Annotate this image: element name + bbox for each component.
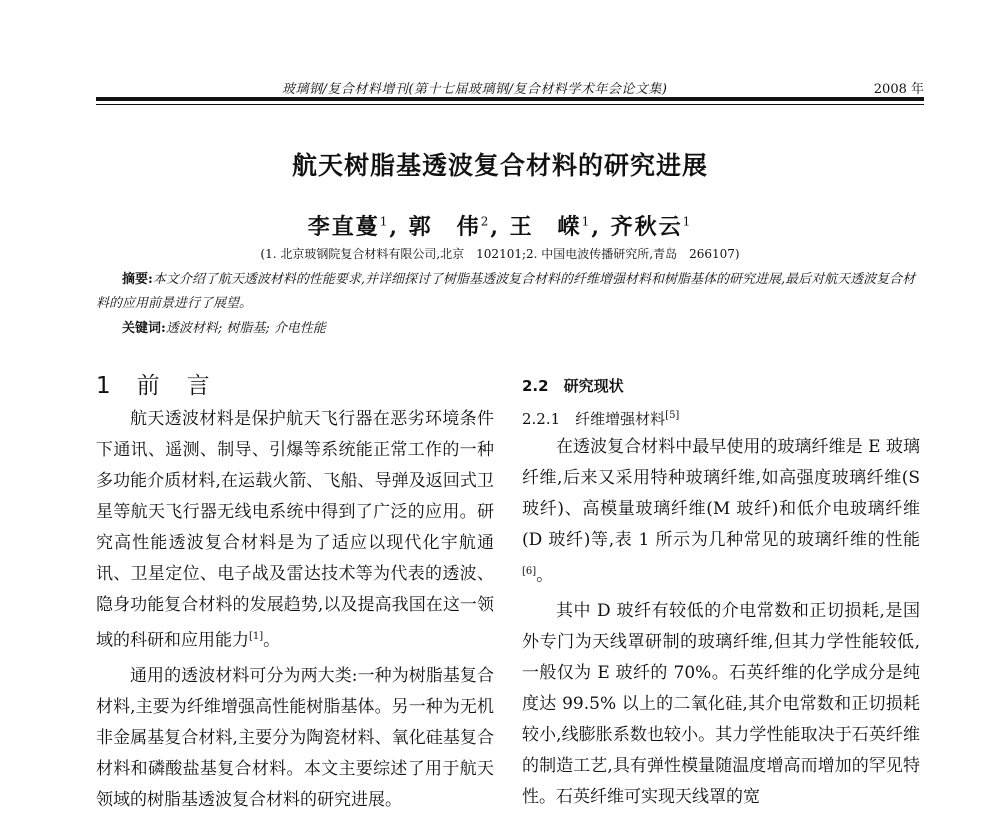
author-name: 王 嵘 <box>509 214 582 240</box>
author-list: 李直蔓$^1$, 郭 伟$^2$, 王 嵘$^1$, 齐秋云$^1$ <box>307 214 693 240</box>
paragraph-text: 航天透波材料是保护航天飞行器在恶劣环境条件下通讯、遥测、制导、引爆等系统能正常工作的一种多功能介质材料,在运载火箭、飞船、导弹及返回式卫星等航天飞行器无线电系统中得到了广泛的应用。研究高性能透波复合材料是为了适应以现代化宇航通讯、卫星定位、电子战及雷达技术等为代表的透波、隐身功能复合材料的发展趋势,以及提高我国在这一领域的科研和应用能力 <box>96 409 494 651</box>
subsection-heading: 2.2 研究现状 <box>522 377 624 395</box>
affiliation-line: (1. 北京玻钢院复合材料有限公司,北京 102101;2. 中国电波传播研究所,青岛 266107) <box>260 247 740 261</box>
header-rule-thick <box>96 97 924 101</box>
paragraph-end: 。 <box>263 630 281 651</box>
paragraph-text: 在透波复合材料中最早使用的玻璃纤维是 E 玻璃纤维,后来又采用特种玻璃纤维,如高强度玻璃纤维(S 玻纤)、高模量玻璃纤维(M 玻纤)和低介电玻璃纤维(D 玻纤)等,表 1 所示为几种常见的玻璃纤维的性能 <box>522 437 920 550</box>
paragraph-text: 其中 D 玻纤有较低的介电常数和正切损耗,是国外专门为天线罩研制的玻璃纤维,但其力学性能较低,一般仅为 E 玻纤的 70%。石英纤维的化学成分是纯度达 99.5% 以上的二氧化硅,其介电常数和正切损耗较小,线膨胀系数也较小。其力学性能取决于石英纤维的制造工艺,具有弹性模量随温度增高而增加的罕见特性。石英纤维可实现天线罩的宽 <box>522 600 920 807</box>
body-paragraph <box>96 404 494 657</box>
body-paragraph <box>96 661 494 816</box>
keywords-text: 透波材料; 树脂基; 介电性能 <box>165 321 326 336</box>
abstract-label: 摘要: <box>122 272 153 287</box>
paragraph-end: 。 <box>536 565 554 586</box>
citation-ref: [5] <box>665 410 680 421</box>
citation-ref: [6] <box>522 566 537 577</box>
author-affiliation-mark: 1 <box>682 214 693 229</box>
paragraph-text: 通用的透波材料可分为两大类:一种为树脂基复合材料,主要为纤维增强高性能树脂基体。另一种为无机非金属基复合材料,主要分为陶瓷材料、氧化硅基复合材料和磷酸盐基复合材料。本文主要综述了用于航天领域的树脂基透波复合材料的研究进展。 <box>96 665 494 810</box>
author-affiliation-mark: 1 <box>581 214 592 229</box>
abstract <box>96 268 924 316</box>
section-title: 前 言 <box>136 373 212 399</box>
publication-year: 2008 年 <box>873 82 924 97</box>
paper-title: 航天树脂基透波复合材料的研究进展 <box>291 151 708 180</box>
keywords-label: 关键词: <box>122 321 166 336</box>
section-heading <box>96 372 494 404</box>
body-paragraph <box>522 432 920 592</box>
subsubsection-heading <box>522 402 920 432</box>
author-name: 郭 伟 <box>408 214 481 240</box>
subsubsection-title: 2.2.1 纤维增强材料 <box>522 410 666 428</box>
author-affiliation-mark: 1 <box>379 214 390 229</box>
running-header <box>96 78 924 96</box>
body-paragraph <box>522 596 920 813</box>
right-column <box>522 372 920 817</box>
author-name: 李直蔓 <box>307 214 380 240</box>
author-name: 齐秋云 <box>610 214 683 240</box>
abstract-text: 本文介绍了航天透波材料的性能要求,并详细探讨了树脂基透波复合材料的纤维增强材料和树脂基体的研究进展,最后对航天透波复合材料的应用前景进行了展望。 <box>96 272 916 311</box>
left-column <box>96 372 494 820</box>
section-number: 1 <box>96 373 113 399</box>
journal-name: 玻璃钢/复合材料增刊(第十七届玻璃钢/复合材料学术年会论文集) <box>282 82 668 97</box>
author-affiliation-mark: 2 <box>480 214 491 229</box>
citation-ref: [1] <box>249 631 264 642</box>
header-rule-thin <box>96 104 924 105</box>
keywords <box>122 317 924 336</box>
